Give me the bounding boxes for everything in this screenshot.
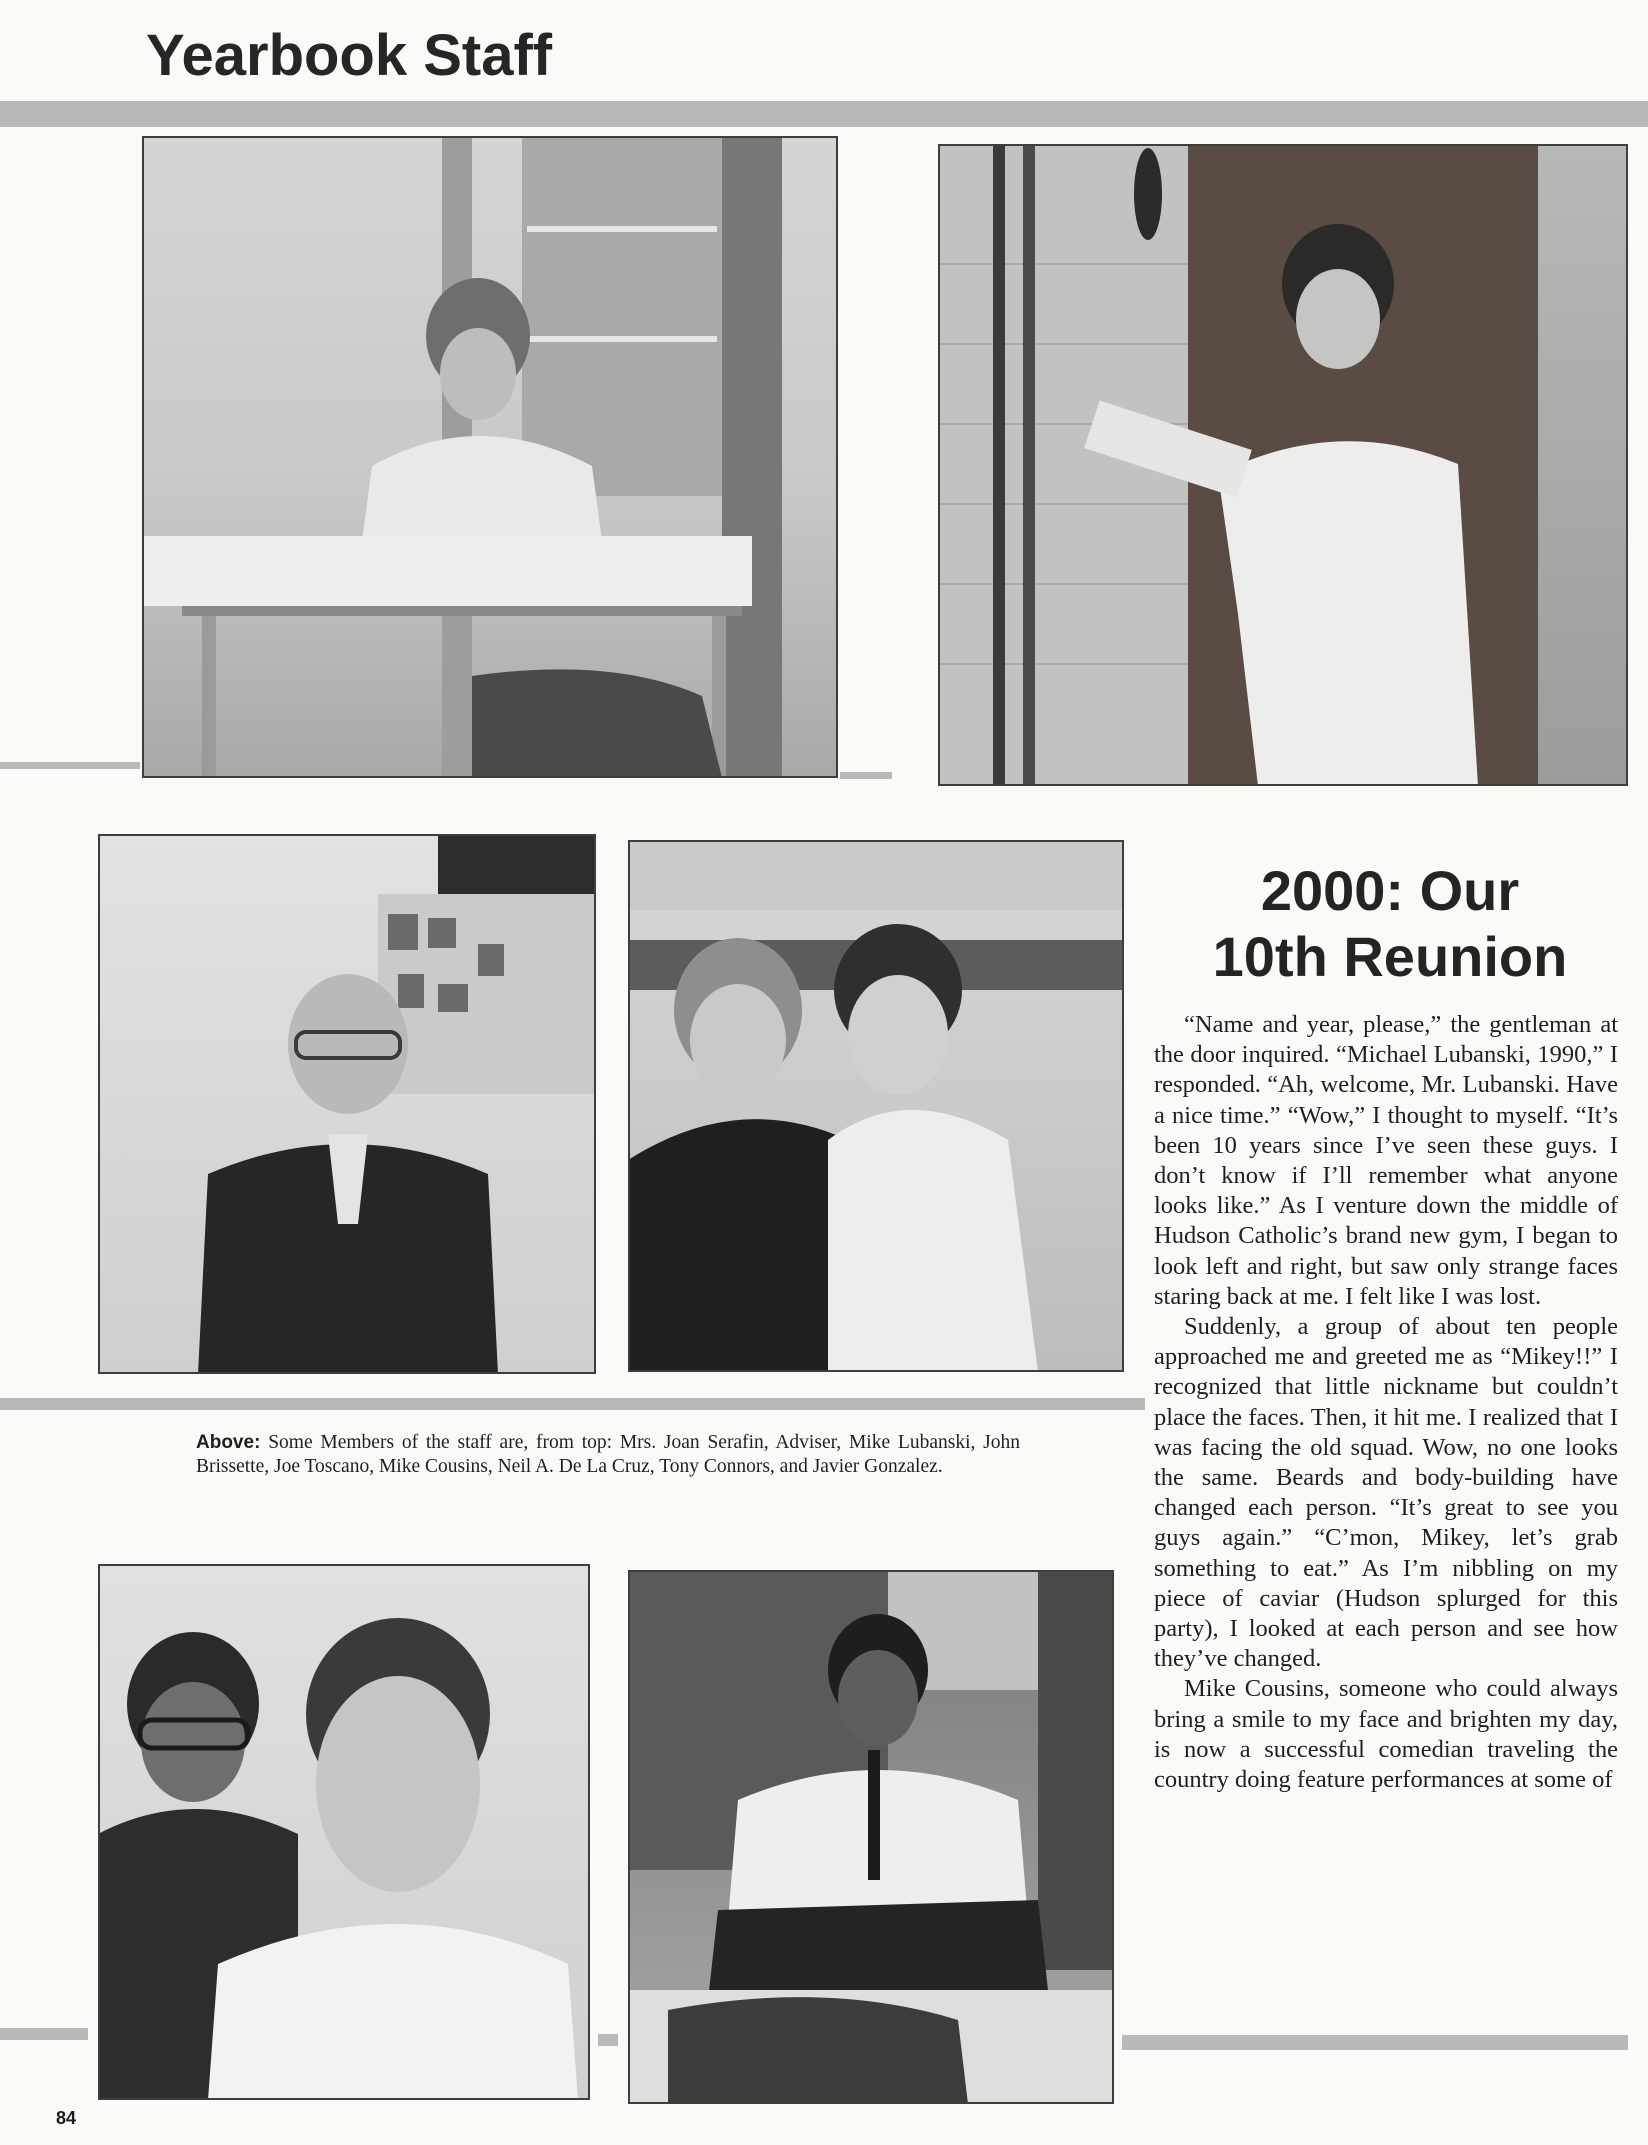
photo-caption [196,1431,1020,1479]
middle-rule [0,1398,1145,1410]
article-title-line-2: 10th Reunion [1212,925,1568,988]
photo-student-glasses-vest [98,834,596,1374]
bottom-rule-right [1122,2035,1628,2050]
photo-students-close-up [98,1564,590,2100]
article-paragraph: Suddenly, a group of about ten people approached me and greeted me as “Mikey!!” I recognized that little nickname but couldn’t place the faces. Then, it hit me. I realized that I was facing the old squad. Wow, no one looks the same. Beards and body-building have changed each person. “It’s great to see you guys again.” “C’mon, Mikey, let’s grab something to eat.” As I’m nibbling on my piece of caviar (Hudson splurged for this party), I looked at each person and see how they’ve changed. [1154,1313,1618,1673]
small-rule-bottom-middle [598,2034,618,2046]
article-body [1154,1010,1618,1795]
page-title: Yearbook Staff [146,23,553,88]
article-title [1140,858,1640,990]
bottom-rule-left [0,2028,88,2040]
photo-two-students [628,840,1124,1372]
page-number: 84 [56,2108,77,2128]
caption-lead: Above: [196,1432,261,1453]
small-rule-top-middle [840,772,892,779]
top-rule [0,101,1648,127]
photo-student-reading [628,1570,1114,2104]
article-paragraph: “Name and year, please,” the gentleman at the door inquired. “Michael Lubanski, 1990,” I responded. “Ah, welcome, Mr. Lubanski. Have a nice time.” “Wow,” I thought to myself. “It’s been 10 years since I’ve seen these guys. I don’t know if I’ll remember what anyone looks like.” As I venture down the middle of Hudson Catholic’s brand new gym, I began to look left and right, but saw only strange faces staring back at me. I felt like I was lost. [1154,1011,1618,1310]
caption-text: Some Members of the staff are, from top: Mrs. Joan Serafin, Adviser, Mike Lubanski, John Brissette, Joe Toscano, Mike Cousins, Neil A. De La Cruz, Tony Connors, and Javier Gonzalez. [196,1432,1020,1477]
small-rule-top-left [0,762,140,769]
photo-adviser-at-desk [142,136,838,778]
photo-student-with-sticks [938,144,1628,786]
article-title-line-1: 2000: Our [1260,859,1520,922]
article-paragraph: Mike Cousins, someone who could always bring a smile to my face and brighten my day, is now a successful comedian traveling the country doing feature performances at some of [1154,1675,1618,1794]
